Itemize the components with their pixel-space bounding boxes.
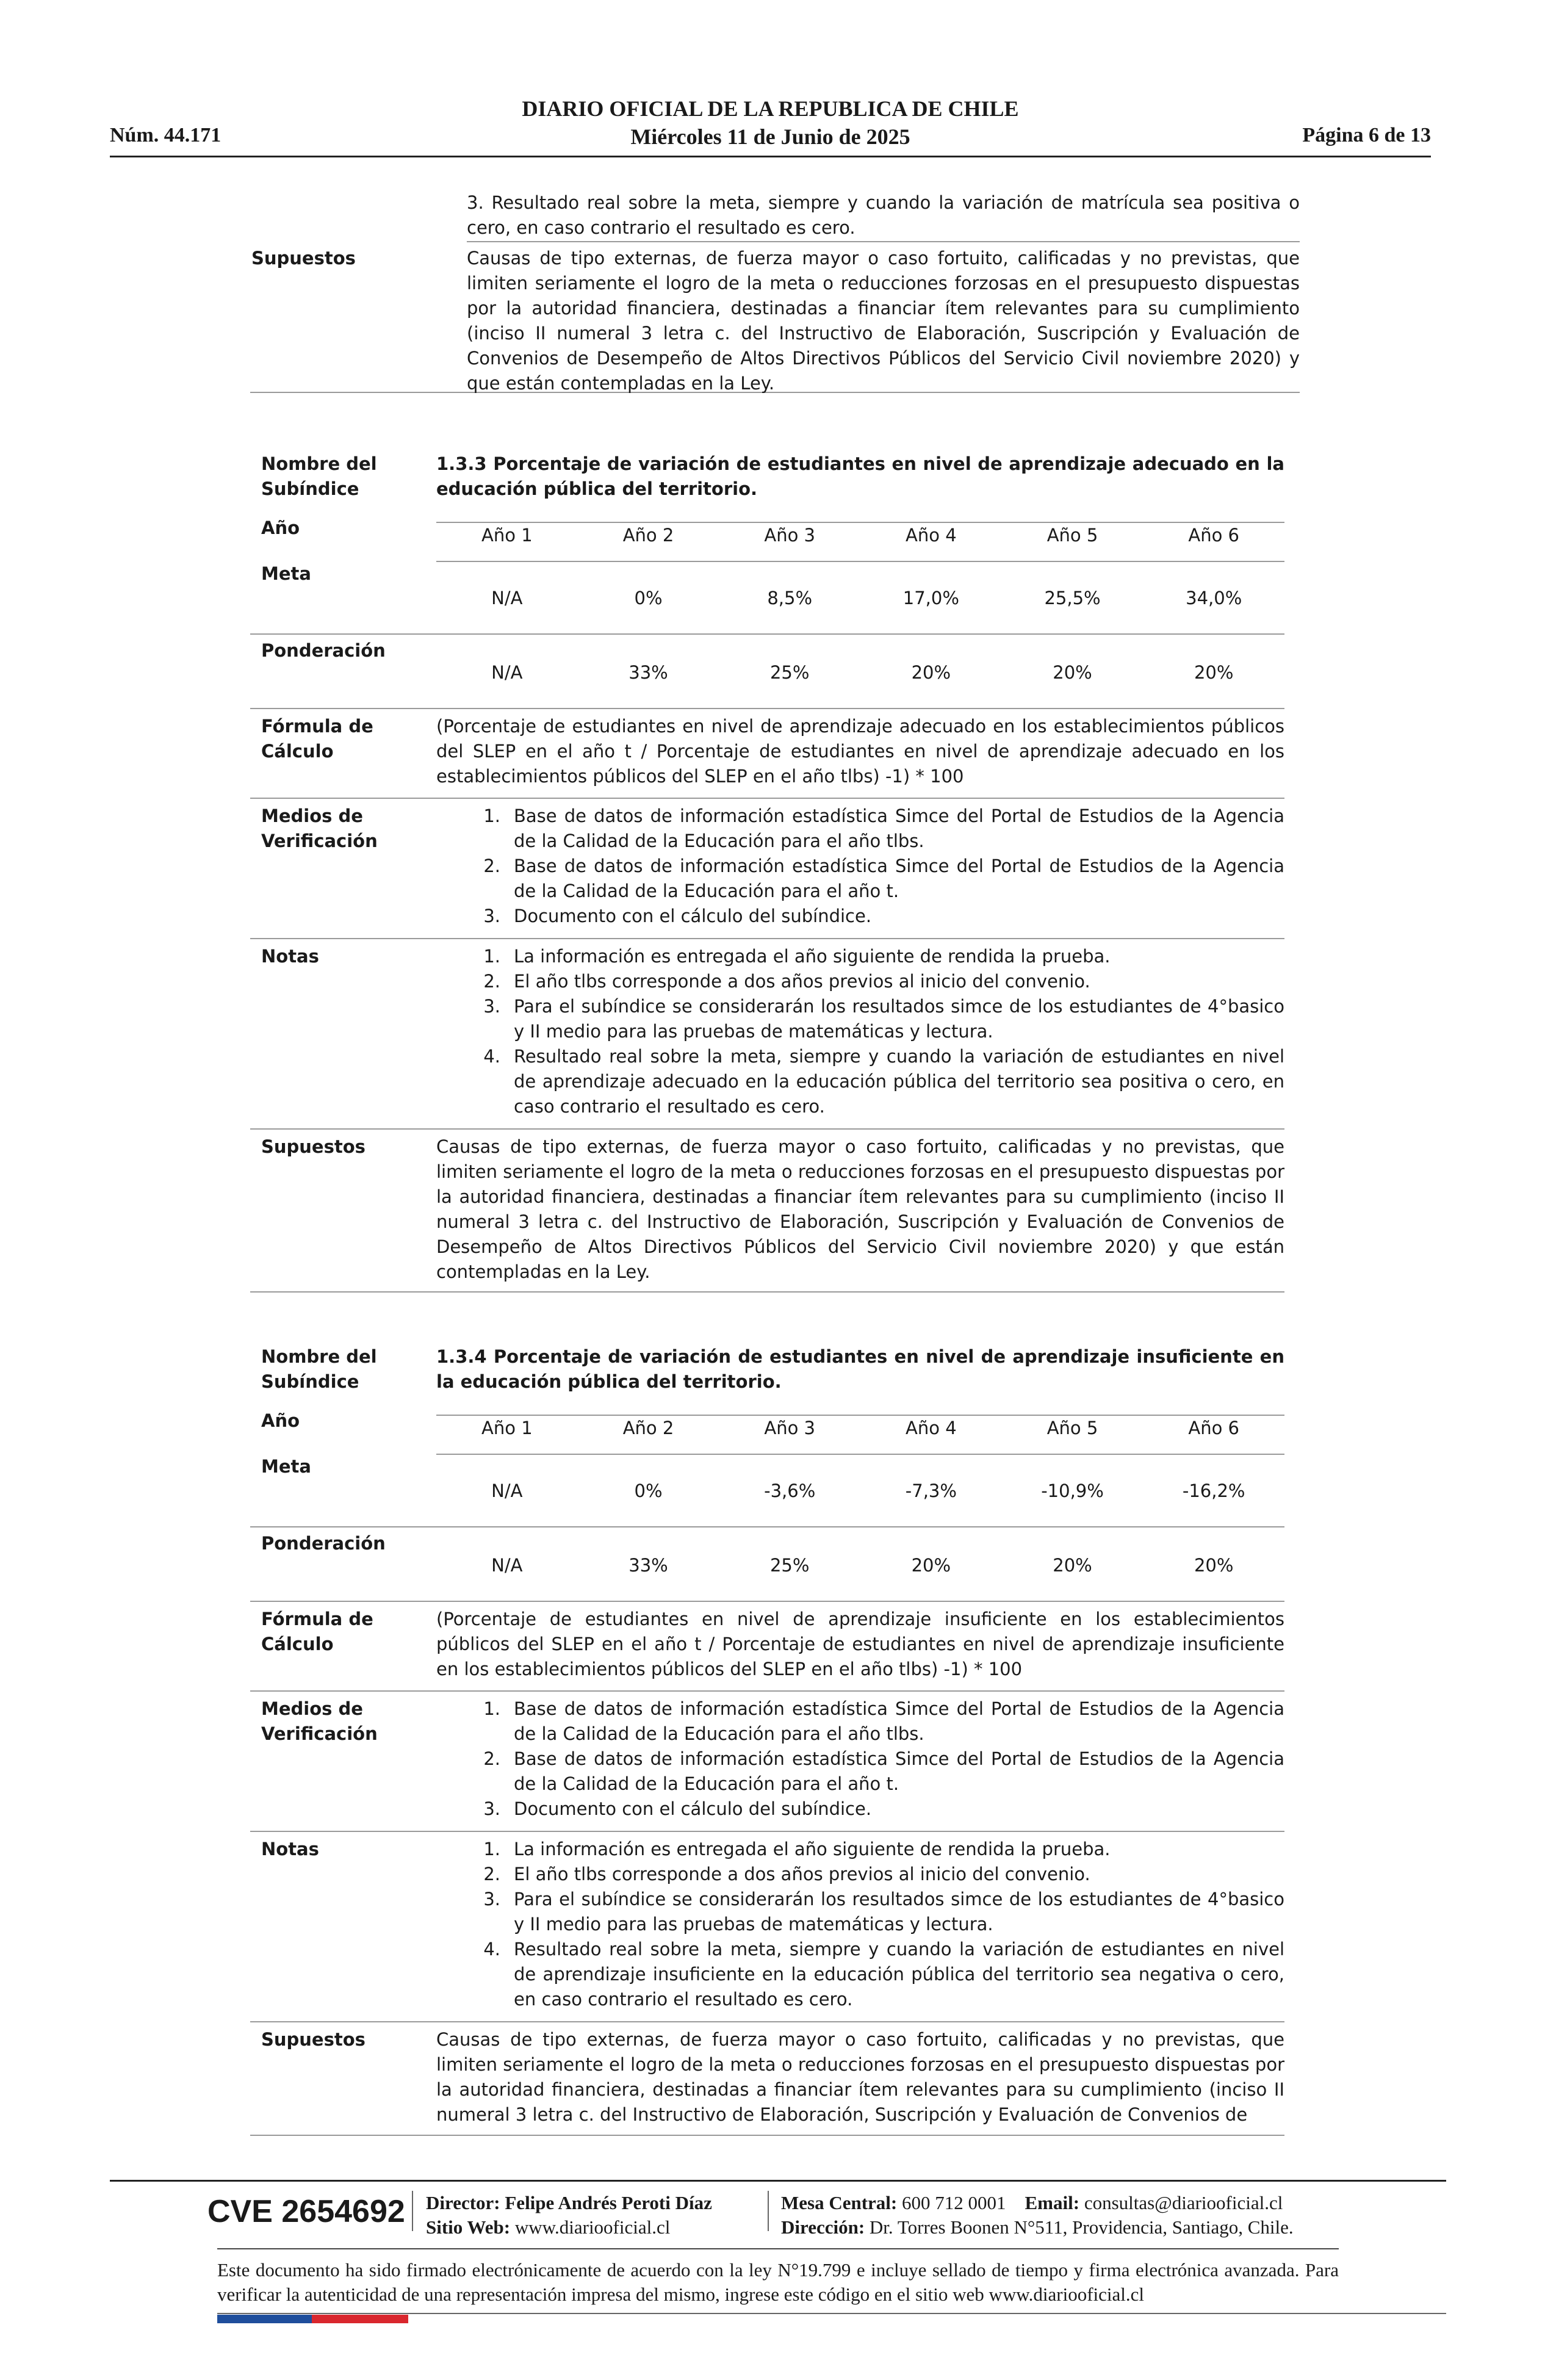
medios-label: Medios de Verificación	[261, 806, 378, 851]
notas-label: Notas	[261, 1839, 319, 1859]
anio-label: Año	[261, 1410, 300, 1431]
list-item: 3. Para el subíndice se considerarán los resultados simce de los estudiantes de 4°basico y II medio para las pruebas de matemáticas y lectura.	[483, 996, 1284, 1042]
note-row	[467, 189, 1300, 242]
footer-top-rule	[110, 2180, 1446, 2182]
meta-row	[250, 1454, 1284, 1527]
supuestos-label: Supuestos	[261, 2029, 366, 2050]
year-cell: Año 2	[622, 1418, 674, 1438]
meta-cell: 0%	[634, 588, 663, 608]
newspaper-title: DIARIO OFICIAL DE LA REPUBLICA DE CHILE	[522, 96, 1019, 121]
meta-row	[250, 561, 1284, 635]
section-134	[250, 1344, 1284, 2136]
issue-number: Núm. 44.171	[110, 124, 222, 146]
subindex-title: 1.3.3 Porcentaje de variación de estudiantes en nivel de aprendizaje adecuado en la educación pública del territorio.	[436, 453, 1284, 499]
ponderacion-cell: 20%	[1194, 1555, 1234, 1576]
meta-cell: N/A	[491, 588, 523, 608]
supuestos-text: Causas de tipo externas, de fuerza mayor o caso fortuito, calificadas y no previstas, que limiten seriamente el logro de la meta o reducciones forzosas en el presupuesto dispuestas por la autoridad financiera, destinadas a financiar ítem relevantes para su cumplimiento (inciso II numeral 3 letra c. del Instructivo de Elaboración, Suscripción y Evaluación de Convenios de Desempeño de Altos Directivos Públicos del Servicio Civil noviembre 2020) y que están contempladas en la Ley.	[467, 248, 1300, 394]
ponderacion-cell: 25%	[769, 1555, 810, 1576]
medios-row	[250, 799, 1284, 939]
year-cell: Año 4	[906, 525, 957, 546]
nombre-row	[250, 1344, 1284, 1408]
formula-row	[250, 709, 1284, 799]
notas-row	[250, 939, 1284, 1130]
ponderacion-label: Ponderación	[261, 1533, 386, 1554]
nombre-row	[250, 452, 1284, 516]
nombre-label: Nombre del Subíndice	[261, 453, 377, 499]
formula-label: Fórmula de Cálculo	[261, 716, 373, 762]
disclaimer-text: Este documento ha sido firmado electrónicamente de acuerdo con la ley N°19.799 e incluye sellado de tiempo y firma electrónica avanzada. Para verificar la autenticidad de una representación impresa del mismo, ingrese este código en el sitio web www.diariooficial.cl	[217, 2259, 1339, 2305]
list-item: 1. Base de datos de información estadística Simce del Portal de Estudios de la Agencia de la Calidad de la Educación para el año tlbs.	[483, 1698, 1284, 1744]
meta-cell: -10,9%	[1041, 1480, 1104, 1501]
meta-cell: 34,0%	[1186, 588, 1242, 608]
anio-row	[250, 1408, 1284, 1454]
director-name: Felipe Andrés Peroti Díaz	[505, 2192, 712, 2213]
footer-middle-rule	[217, 2248, 1339, 2249]
list-item: 1. Base de datos de información estadística Simce del Portal de Estudios de la Agencia de la Calidad de la Educación para el año tlbs.	[483, 806, 1284, 851]
meta-cell: 17,0%	[902, 588, 959, 608]
year-header	[436, 522, 1284, 562]
ponderacion-cell: 20%	[1194, 662, 1234, 683]
year-cell: Año 5	[1046, 525, 1098, 546]
phone-number: 600 712 0001	[902, 2192, 1006, 2213]
formula-text: (Porcentaje de estudiantes en nivel de aprendizaje adecuado en los establecimientos públicos del SLEP en el año t / Porcentaje de estudiantes en nivel de aprendizaje adecuado en los establecimientos públicos del SLEP en el año tlbs) -1) * 100	[436, 716, 1284, 787]
year-cell: Año 2	[622, 525, 674, 546]
ponderacion-label: Ponderación	[261, 640, 386, 661]
ponderacion-cell: 25%	[769, 662, 810, 683]
notas-list	[476, 1837, 1284, 2012]
flag-stripe-red	[312, 2315, 408, 2323]
top-continuation	[250, 189, 1300, 393]
meta-cell: -3,6%	[764, 1480, 816, 1501]
issue-date: Miércoles 11 de Junio de 2025	[630, 124, 910, 149]
year-cell: Año 1	[481, 1418, 533, 1438]
meta-cell: N/A	[491, 1480, 523, 1501]
ponderacion-row	[250, 635, 1284, 709]
formula-row	[250, 1602, 1284, 1692]
year-header	[436, 1415, 1284, 1455]
year-cell: Año 6	[1188, 525, 1240, 546]
notas-label: Notas	[261, 946, 319, 967]
list-item: 3. Documento con el cálculo del subíndice.	[483, 1798, 872, 1819]
anio-label: Año	[261, 517, 300, 538]
formula-label: Fórmula de Cálculo	[261, 1609, 373, 1654]
supuestos-text: Causas de tipo externas, de fuerza mayor o caso fortuito, calificadas y no previstas, que limiten seriamente el logro de la meta o reducciones forzosas en el presupuesto dispuestas por la autoridad financiera, destinadas a financiar ítem relevantes para su cumplimiento (inciso II numeral 3 letra c. del Instructivo de Elaboración, Suscripción y Evaluación de Convenios de	[436, 2029, 1284, 2125]
flag-stripe-blue	[217, 2315, 312, 2323]
year-cell: Año 3	[764, 525, 815, 546]
ponderacion-cell: 33%	[629, 1555, 668, 1576]
list-item: 3. Documento con el cálculo del subíndice.	[483, 906, 872, 926]
footer-bottom-rule	[217, 2313, 1446, 2314]
meta-values	[436, 586, 1284, 611]
supuestos-label: Supuestos	[261, 1136, 366, 1157]
meta-cell: -16,2%	[1182, 1480, 1245, 1501]
page-header	[110, 95, 1431, 157]
address: Dr. Torres Boonen N°511, Providencia, Santiago, Chile.	[869, 2216, 1294, 2238]
ponderacion-row	[250, 1527, 1284, 1602]
medios-list	[476, 1697, 1284, 1822]
list-item: 2. Base de datos de información estadística Simce del Portal de Estudios de la Agencia de la Calidad de la Educación para el año t.	[483, 856, 1284, 901]
page-number: Página 6 de 13	[1302, 124, 1431, 146]
ponderacion-cell: 20%	[1053, 1555, 1092, 1576]
divider	[412, 2191, 413, 2231]
ponderacion-cell: 20%	[911, 1555, 951, 1576]
meta-cell: 0%	[634, 1480, 663, 1501]
nombre-label: Nombre del Subíndice	[261, 1346, 377, 1392]
director-block: Director: Felipe Andrés Peroti Díaz Sitio Web: www.diariooficial.cl	[426, 2192, 712, 2238]
year-cell: Año 3	[764, 1418, 815, 1438]
year-cell: Año 4	[906, 1418, 957, 1438]
supuestos-label: Supuestos	[251, 248, 356, 269]
contact-block: Mesa Central: 600 712 0001 Email: consultas@diariooficial.cl Dirección: Dr. Torres Boonen N°511, Providencia, Santiago, Chile.	[781, 2192, 1294, 2238]
anio-row	[250, 516, 1284, 561]
list-item: 2. El año tlbs corresponde a dos años previos al inicio del convenio.	[483, 971, 1090, 992]
email-link[interactable]: consultas@diariooficial.cl	[1084, 2192, 1283, 2213]
year-cell: Año 1	[481, 525, 533, 546]
cve-code: CVE 2654692	[207, 2194, 405, 2229]
website-link[interactable]: www.diariooficial.cl	[514, 2216, 671, 2238]
ponderacion-values	[436, 1553, 1284, 1578]
ponderacion-cell: 33%	[629, 662, 668, 683]
note-text: 3. Resultado real sobre la meta, siempre y cuando la variación de matrícula sea positiva o cero, en caso contrario el resultado es cero.	[467, 192, 1300, 238]
meta-label: Meta	[261, 1456, 311, 1477]
list-item: 2. Base de datos de información estadística Simce del Portal de Estudios de la Agencia de la Calidad de la Educación para el año t.	[483, 1748, 1284, 1794]
meta-cell: 25,5%	[1044, 588, 1101, 608]
year-cell: Año 5	[1046, 1418, 1098, 1438]
supuestos-row	[250, 2022, 1284, 2136]
formula-text: (Porcentaje de estudiantes en nivel de aprendizaje insuficiente en los establecimientos públicos del SLEP en el año t / Porcentaje de estudiantes en nivel de aprendizaje insuficiente en los establecimientos públicos del SLEP en el año tlbs) -1) * 100	[436, 1609, 1284, 1679]
supuestos-text: Causas de tipo externas, de fuerza mayor o caso fortuito, calificadas y no previstas, que limiten seriamente el logro de la meta o reducciones forzosas en el presupuesto dispuestas por la autoridad financiera, destinadas a financiar ítem relevantes para su cumplimiento (inciso II numeral 3 letra c. del Instructivo de Elaboración, Suscripción y Evaluación de Convenios de Desempeño de Altos Directivos Públicos del Servicio Civil noviembre 2020) y que están contempladas en la Ley.	[436, 1136, 1284, 1282]
list-item: 2. El año tlbs corresponde a dos años previos al inicio del convenio.	[483, 1864, 1090, 1884]
divider	[768, 2191, 769, 2231]
notas-list	[476, 944, 1284, 1119]
meta-cell: 8,5%	[767, 588, 813, 608]
year-cell: Año 6	[1188, 1418, 1240, 1438]
meta-cell: -7,3%	[905, 1480, 957, 1501]
list-item: 1. La información es entregada el año siguiente de rendida la prueba.	[483, 946, 1111, 967]
ponderacion-cell: 20%	[911, 662, 951, 683]
ponderacion-cell: N/A	[491, 662, 523, 683]
list-item: 3. Para el subíndice se considerarán los resultados simce de los estudiantes de 4°basico y II medio para las pruebas de matemáticas y lectura.	[483, 1889, 1284, 1935]
medios-row	[250, 1692, 1284, 1832]
list-item: 4. Resultado real sobre la meta, siempre y cuando la variación de estudiantes en nivel de aprendizaje insuficiente en la educación pública del territorio sea negativa o cero, en caso contrario el resultado es cero.	[483, 1939, 1284, 2010]
ponderacion-values	[436, 660, 1284, 685]
list-item: 1. La información es entregada el año siguiente de rendida la prueba.	[483, 1839, 1111, 1859]
page-footer	[110, 2180, 1446, 2326]
subindex-title: 1.3.4 Porcentaje de variación de estudiantes en nivel de aprendizaje insuficiente en la educación pública del territorio.	[436, 1346, 1284, 1392]
list-item: 4. Resultado real sobre la meta, siempre y cuando la variación de estudiantes en nivel de aprendizaje adecuado en la educación pública del territorio sea positiva o cero, en caso contrario el resultado es cero.	[483, 1046, 1284, 1117]
meta-label: Meta	[261, 563, 311, 584]
medios-list	[476, 804, 1284, 929]
ponderacion-cell: 20%	[1053, 662, 1092, 683]
ponderacion-cell: N/A	[491, 1555, 523, 1576]
meta-values	[436, 1479, 1284, 1504]
notas-row	[250, 1832, 1284, 2022]
supuestos-row	[250, 242, 1300, 393]
section-133	[250, 452, 1284, 1293]
medios-label: Medios de Verificación	[261, 1698, 378, 1744]
supuestos-row	[250, 1130, 1284, 1293]
header-center	[110, 95, 1431, 151]
